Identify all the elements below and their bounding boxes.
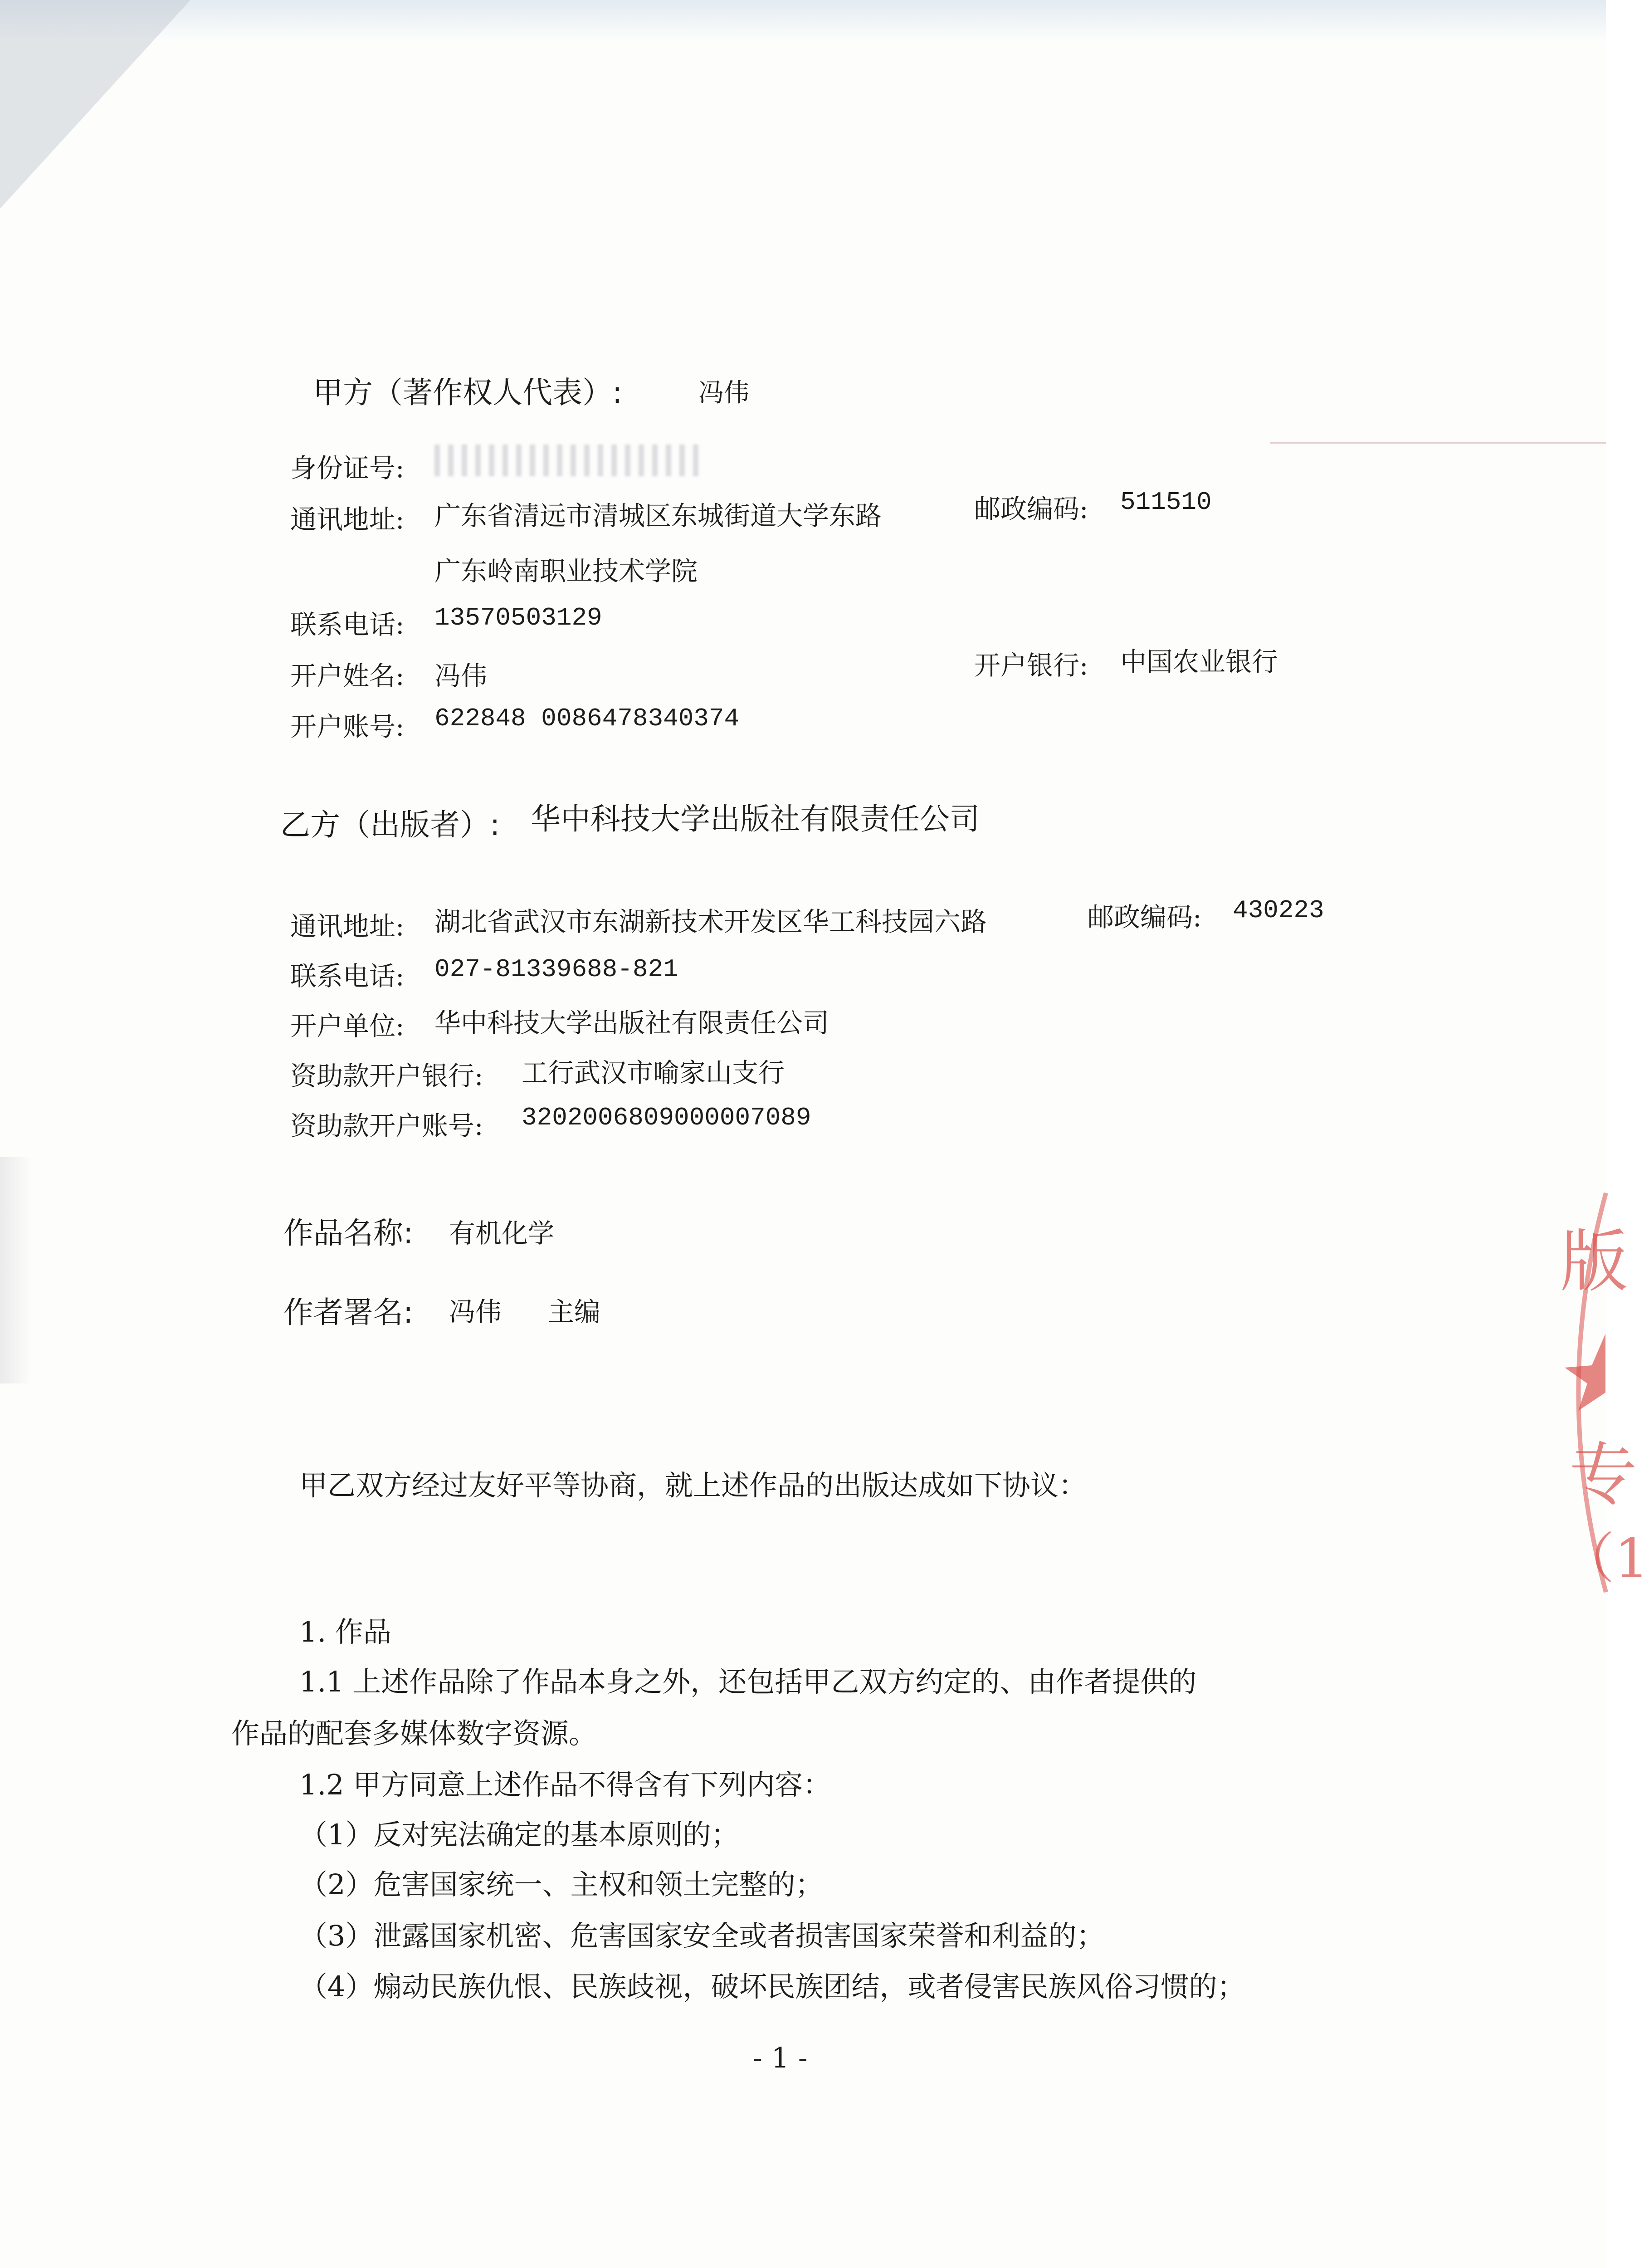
seal-char-middle: 专 — [1569, 1436, 1638, 1515]
seal-char-top: 版 — [1560, 1222, 1629, 1301]
party-a-bank: 中国农业银行 — [1120, 646, 1278, 677]
party-b-name: 华中科技大学出版社有限责任公司 — [531, 802, 980, 836]
work-author: 冯伟 — [449, 1296, 502, 1327]
party-a-postcode: 511510 — [1120, 488, 1212, 517]
scan-shadow-top — [0, 0, 1606, 41]
party-b-account: 3202006809000007089 — [522, 1103, 811, 1132]
seal-char-bottom: （1 — [1560, 1527, 1649, 1590]
party-b-phone: 027-81339688-821 — [434, 955, 678, 984]
party-a-title: 甲方（著作权人代表）: — [313, 375, 623, 410]
scan-shadow-left — [0, 1157, 32, 1383]
party-b-unit-label: 开户单位: — [290, 1011, 405, 1041]
party-b-bank: 工行武汉市喻家山支行 — [522, 1057, 785, 1088]
party-b-postcode: 430223 — [1233, 896, 1324, 925]
party-a-account-label: 开户账号: — [290, 711, 405, 742]
folded-corner — [0, 0, 190, 209]
party-a-address-line2: 广东岭南职业技术学院 — [434, 556, 698, 587]
work-author-role: 主编 — [548, 1296, 601, 1327]
party-a-bank-label: 开户银行: — [974, 650, 1088, 681]
party-a-address-label: 通讯地址: — [290, 504, 405, 535]
work-title: 有机化学 — [449, 1218, 555, 1249]
party-b-title: 乙方（出版者）: — [280, 807, 500, 842]
party-b-postcode-label: 邮政编码: — [1088, 902, 1202, 933]
agreement-intro: 甲乙双方经过友好平等协商，就上述作品的出版达成如下协议： — [299, 1469, 1087, 1502]
party-b-account-label: 资助款开户账号: — [290, 1110, 483, 1141]
clause-1-1-line2: 作品的配套多媒体数字资源。 — [231, 1717, 597, 1750]
work-title-label: 作品名称: — [283, 1216, 414, 1251]
party-a-phone-label: 联系电话: — [290, 609, 405, 640]
redacted-id-number — [434, 445, 702, 476]
clause-item-2: （2）危害国家统一、主权和领土完整的； — [299, 1868, 824, 1901]
party-a-name: 冯伟 — [698, 378, 749, 408]
party-a-postcode-label: 邮政编码: — [974, 494, 1088, 524]
party-b-bank-label: 资助款开户银行: — [290, 1061, 483, 1091]
party-b-unit: 华中科技大学出版社有限责任公司 — [434, 1007, 829, 1038]
party-b-phone-label: 联系电话: — [290, 961, 405, 992]
party-b-address-label: 通讯地址: — [290, 911, 405, 942]
seal-ring-icon — [1533, 1188, 1606, 1597]
edge-line — [1270, 442, 1606, 444]
party-a-phone: 13570503129 — [434, 603, 602, 632]
party-a-address-line1: 广东省清远市清城区东城街道大学东路 — [434, 500, 882, 531]
party-b-address: 湖北省武汉市东湖新技术开发区华工科技园六路 — [434, 906, 987, 937]
clause-1-1-line1: 1.1 上述作品除了作品本身之外，还包括甲乙双方约定的、由作者提供的 — [299, 1665, 1197, 1698]
section-1-title: 1. 作品 — [299, 1615, 391, 1648]
party-a-account: 622848 0086478340374 — [434, 704, 740, 733]
clause-item-3: （3）泄露国家机密、危害国家安全或者损害国家荣誉和利益的； — [299, 1919, 1105, 1952]
party-a-account-name-label: 开户姓名: — [290, 660, 405, 691]
clause-item-4: （4）煽动民族仇恨、民族歧视，破坏民族团结，或者侵害民族风俗习惯的； — [299, 1970, 1245, 2003]
clause-1-2: 1.2 甲方同意上述作品不得含有下列内容： — [299, 1768, 831, 1801]
page-number: - 1 - — [753, 2041, 808, 2074]
party-a-account-name: 冯伟 — [434, 660, 488, 691]
work-author-label: 作者署名: — [283, 1295, 414, 1330]
party-a-id-label: 身份证号: — [290, 453, 405, 484]
clause-item-1: （1）反对宪法确定的基本原则的； — [299, 1818, 739, 1851]
